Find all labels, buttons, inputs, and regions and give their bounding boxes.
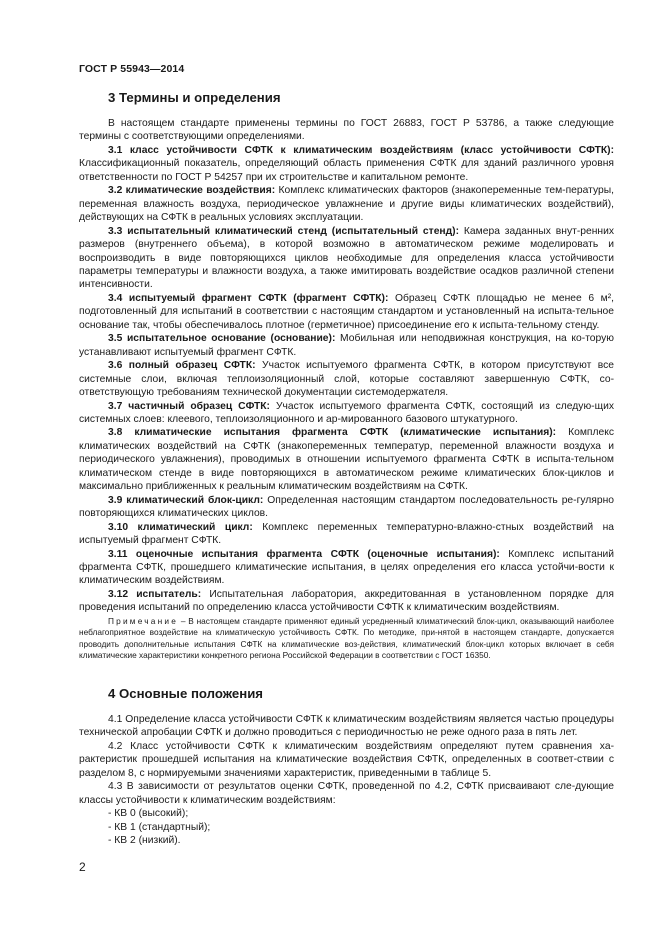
term-text: Классификационный показатель, определяющий область применения СФТК для зданий различного уровня ответственности по ГОСТ Р 54257 при их строительстве и капитальном ремонте. bbox=[79, 158, 614, 183]
term-name: 3.9 климатический блок-цикл: bbox=[108, 494, 264, 506]
term-name: 3.3 испытательный климатический стенд (испытательный стенд): bbox=[108, 225, 460, 237]
section-3-intro: В настоящем стандарте применены термины по ГОСТ 26883, ГОСТ Р 53786, а также следующие термины с соответствующими определениями. bbox=[79, 118, 614, 143]
page-number: 2 bbox=[79, 860, 86, 874]
term-definition bbox=[79, 359, 614, 399]
note-label: Примечание bbox=[108, 616, 179, 626]
term-definition bbox=[79, 225, 614, 292]
term-definition bbox=[79, 332, 614, 359]
paragraph-4-2: 4.2 Класс устойчивости СФТК к климатическим воздействиям определяют путем сравнения ха-рактеристик прошедшей испытания на климатические воздействия СФТК, определенных в соответ-ствии с разделом 8, с нормируемыми значениями характеристик, приведенными в таблице 5. bbox=[79, 740, 614, 779]
term-definition bbox=[79, 521, 614, 548]
term-text: Участок испытуемого фрагмента СФТК, в котором присутствуют все системные слои, включая теплоизоляционный слой, которые составляют завершенную СФТК, со-ответствующую требованиям технической документации системодержателя. bbox=[79, 360, 614, 399]
term-definition bbox=[79, 400, 614, 427]
term-text: Комплекс переменных температурно-влажно-стных воздействий на испытуемый фрагмент СФТК. bbox=[79, 521, 614, 547]
note bbox=[79, 616, 614, 661]
term-text: Комплекс климатических факторов (знакопеременные тем-пературы, переменная влажность воздуха, периодическое увлажнение и другие виды климатических воздействий), действующих на СФТК в реальных условиях эксплуатации. bbox=[79, 185, 614, 224]
term-name: 3.12 испытатель: bbox=[108, 588, 202, 600]
paragraph-4-3: 4.3 В зависимости от результатов оценки СФТК, проведенной по 4.2, СФТК присваивают сле-дующие классы устойчивости к климатическим воздействиям: bbox=[79, 781, 614, 806]
section-3-title: 3 Термины и определения bbox=[108, 90, 281, 105]
term-text: Комплекс климатических воздействий на СФТК (знакопеременных температур, переменной влажности воздуха и периодического увлажнения), проводимых в отношении испытуемого фрагмента СФТК в испыта-тельном климатическом стенде в виде повторяющихся в автоматическом режиме климатических блок-циклов и максимально приближенных к реальным климатическим воздействиям на СФТК. bbox=[79, 427, 614, 493]
list-item: - КВ 2 (низкий). bbox=[108, 835, 181, 847]
term-name: 3.8 климатические испытания фрагмента СФТК (климатические испытания): bbox=[108, 427, 557, 439]
class-list bbox=[79, 807, 614, 847]
term-text: Образец СФТК площадью не менее 6 м², подготовленный для испытаний в соответствии с настоящим стандартом и установленный на испыта-тельное основание так, чтобы обеспечивалось плотное (герметичное) присоединение его к испыта-тельному стенду. bbox=[79, 292, 614, 331]
term-definition bbox=[79, 144, 614, 184]
term-text: Мобильная или неподвижная конструкция, на ко-торую устанавливают испытуемый фрагмент СФТК. bbox=[79, 333, 615, 358]
term-text: Комплекс испытаний фрагмента СФТК, прошедшего климатические испытания, в целях определения его класса устойчи-вости к климатическим воздействиям. bbox=[79, 548, 615, 587]
term-definition bbox=[79, 426, 614, 493]
term-text: Камера заданных внут-ренних размеров (внутреннего объема), в которой возможно в автоматическом режиме моделировать и воспроизводить в виде повторяющихся циклов необходимые для определения класса устойчивости параметры температуры и влажности воздуха, а также имитировать воздействие осадков различной степени интенсивности. bbox=[79, 225, 614, 291]
term-name: 3.11 оценочные испытания фрагмента СФТК (оценочные испытания): bbox=[108, 548, 500, 560]
document-header: ГОСТ Р 55943—2014 bbox=[79, 63, 185, 75]
term-name: 3.1 класс устойчивости СФТК к климатическим воздействиям (класс устойчивости СФТК): bbox=[108, 144, 614, 156]
list-item: - КВ 0 (высокий); bbox=[108, 808, 189, 820]
term-definition bbox=[79, 292, 614, 332]
term-text: Участок испытуемого фрагмента СФТК, состоящий из следую-щих системных слоев: клеевого, теплоизоляционного и ар-мированного базового штукатурного. bbox=[79, 400, 614, 425]
term-name: 3.6 полный образец СФТК: bbox=[108, 360, 256, 372]
term-name: 3.2 климатические воздействия: bbox=[108, 185, 276, 197]
section-4-body bbox=[79, 713, 614, 848]
term-definition bbox=[79, 494, 614, 521]
term-name: 3.7 частичный образец СФТК: bbox=[108, 400, 270, 412]
note-text: – В настоящем стандарте применяют единый усредненный климатический блок-цикл, оказывающий наиболее неблагоприятное воздействие на климатическую устойчивость СФТК. По методике, при-нятой в настоящем стандарте, допускается проводить дополнительные испытания СФТК на климатические воз-действия, климатический блок-цикл которых включает в себя климатические характеристики конкретного региона Российской Федерации в соответствии с ГОСТ 16350. bbox=[79, 616, 614, 660]
term-name: 3.10 климатический цикл: bbox=[108, 521, 253, 533]
term-name: 3.4 испытуемый фрагмент СФТК (фрагмент СФТК): bbox=[108, 292, 389, 304]
section-3-body bbox=[79, 117, 614, 615]
term-text: Испытательная лаборатория, аккредитованная в установленном порядке для проведения испытаний по определению класса устойчивости СФТК к климатическим воздействиям. bbox=[79, 588, 614, 614]
list-item: - КВ 1 (стандартный); bbox=[108, 821, 211, 833]
section-4-title: 4 Основные положения bbox=[108, 686, 263, 701]
term-definition bbox=[79, 588, 614, 615]
paragraph-4-1: 4.1 Определение класса устойчивости СФТК к климатическим воздействиям является частью процедуры технической апробации СФТК и должно проводиться с периодичностью не реже одного раза в пять лет. bbox=[79, 714, 614, 739]
term-definition bbox=[79, 548, 614, 588]
term-definition bbox=[79, 184, 614, 224]
term-name: 3.5 испытательное основание (основание): bbox=[108, 333, 336, 345]
term-text: Определенная настоящим стандартом последовательность ре-гулярно повторяющихся климатических циклов. bbox=[79, 494, 614, 520]
